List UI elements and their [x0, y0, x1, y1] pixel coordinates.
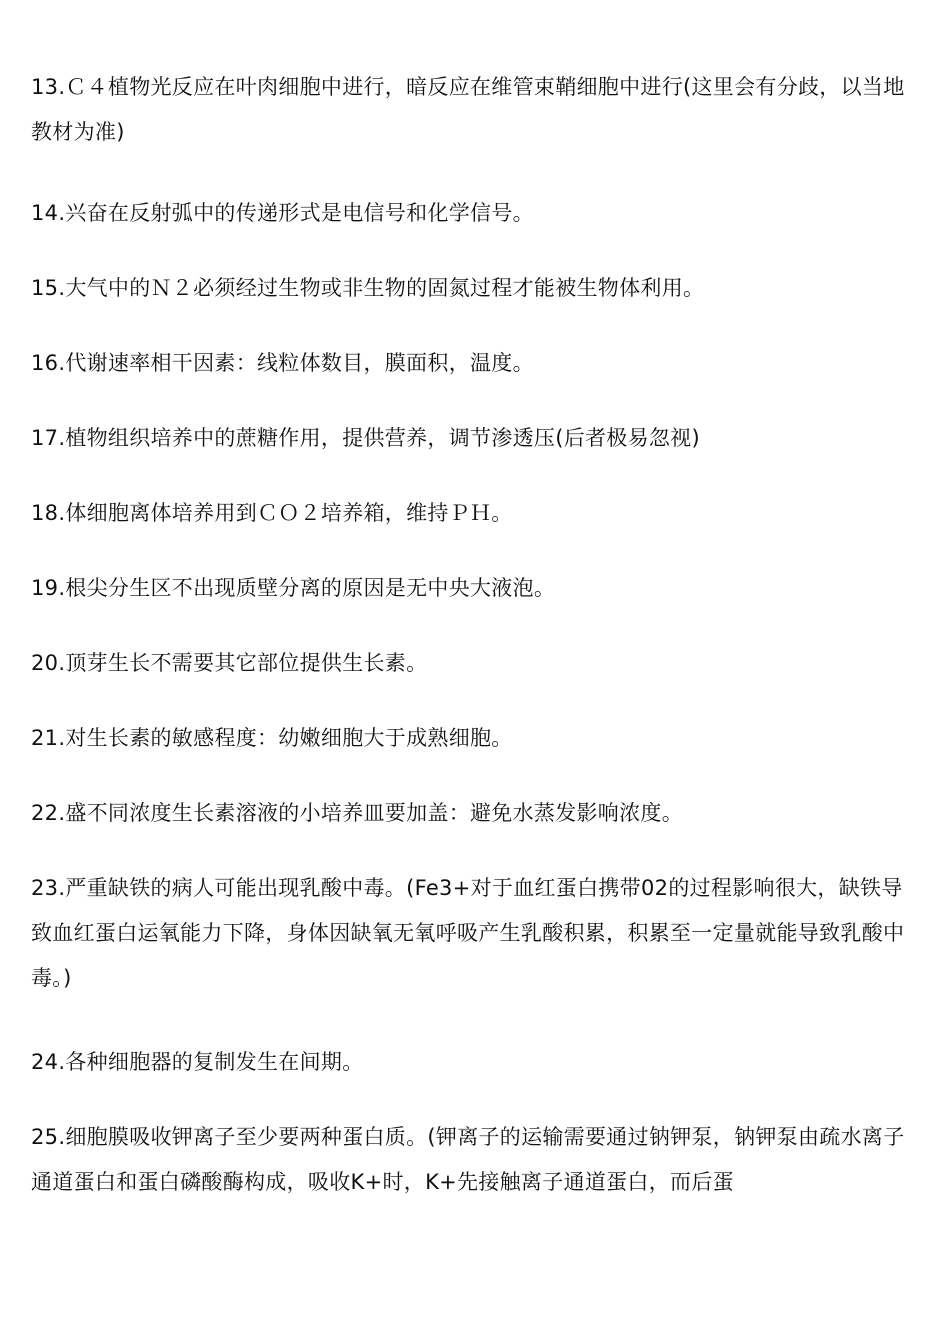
list-item-15 [31, 266, 923, 311]
item-text: 顶芽生长不需要其它部位提供生长素。 [65, 651, 428, 675]
list-item-18 [31, 491, 923, 536]
list-item-23 [31, 866, 923, 1001]
list-item-25 [31, 1115, 923, 1205]
list-item-16 [31, 341, 923, 386]
item-number: 18. [31, 501, 66, 525]
item-number: 20. [31, 651, 66, 675]
item-number: 25. [31, 1125, 66, 1149]
item-number: 16. [31, 351, 66, 375]
item-text: 对生长素的敏感程度：幼嫩细胞大于成熟细胞。 [65, 726, 513, 750]
list-item-14 [31, 191, 923, 236]
item-number: 17. [31, 426, 66, 450]
item-number: 14. [31, 201, 66, 225]
list-item-17 [31, 416, 923, 461]
item-number: 23. [31, 876, 66, 900]
item-number: 21. [31, 726, 66, 750]
item-text: 植物组织培养中的蔗糖作用，提供营养，调节渗透压(后者极易忽视) [65, 426, 700, 450]
list-item-24 [31, 1040, 923, 1085]
list-item-13 [31, 65, 923, 155]
list-item-19 [31, 566, 923, 611]
item-number: 19. [31, 576, 66, 600]
list-item-22 [31, 791, 923, 836]
item-text: 根尖分生区不出现质壁分离的原因是无中央大液泡。 [65, 576, 556, 600]
item-text: 盛不同浓度生长素溶液的小培养皿要加盖：避免水蒸发影响浓度。 [65, 801, 684, 825]
item-number: 22. [31, 801, 66, 825]
item-number: 24. [31, 1050, 66, 1074]
item-text: 各种细胞器的复制发生在间期。 [65, 1050, 364, 1074]
item-text: 严重缺铁的病人可能出现乳酸中毒。(Fe3+对于血红蛋白携带02的过程影响很大，缺铁导致血红蛋白运氧能力下降，身体因缺氧无氧呼吸产生乳酸积累，积累至一定量就能导致乳酸中毒。) [31, 876, 905, 990]
item-number: 15. [31, 276, 66, 300]
list-item-20 [31, 641, 923, 686]
item-text: 细胞膜吸收钾离子至少要两种蛋白质。(钾离子的运输需要通过钠钾泵，钠钾泵由疏水离子通道蛋白和蛋白磷酸酶构成，吸收K+时，K+先接触离子通道蛋白，而后蛋 [31, 1125, 905, 1194]
item-number: 13. [31, 75, 66, 99]
item-text: 大气中的Ｎ２必须经过生物或非生物的固氮过程才能被生物体利用。 [65, 276, 705, 300]
item-text: Ｃ４植物光反应在叶肉细胞中进行，暗反应在维管束鞘细胞中进行(这里会有分歧，以当地教材为准) [31, 75, 905, 144]
item-text: 体细胞离体培养用到ＣＯ２培养箱，维持ＰＨ。 [65, 501, 513, 525]
list-item-21 [31, 716, 923, 761]
item-text: 兴奋在反射弧中的传递形式是电信号和化学信号。 [65, 201, 534, 225]
item-text: 代谢速率相干因素：线粒体数目，膜面积，温度。 [65, 351, 534, 375]
